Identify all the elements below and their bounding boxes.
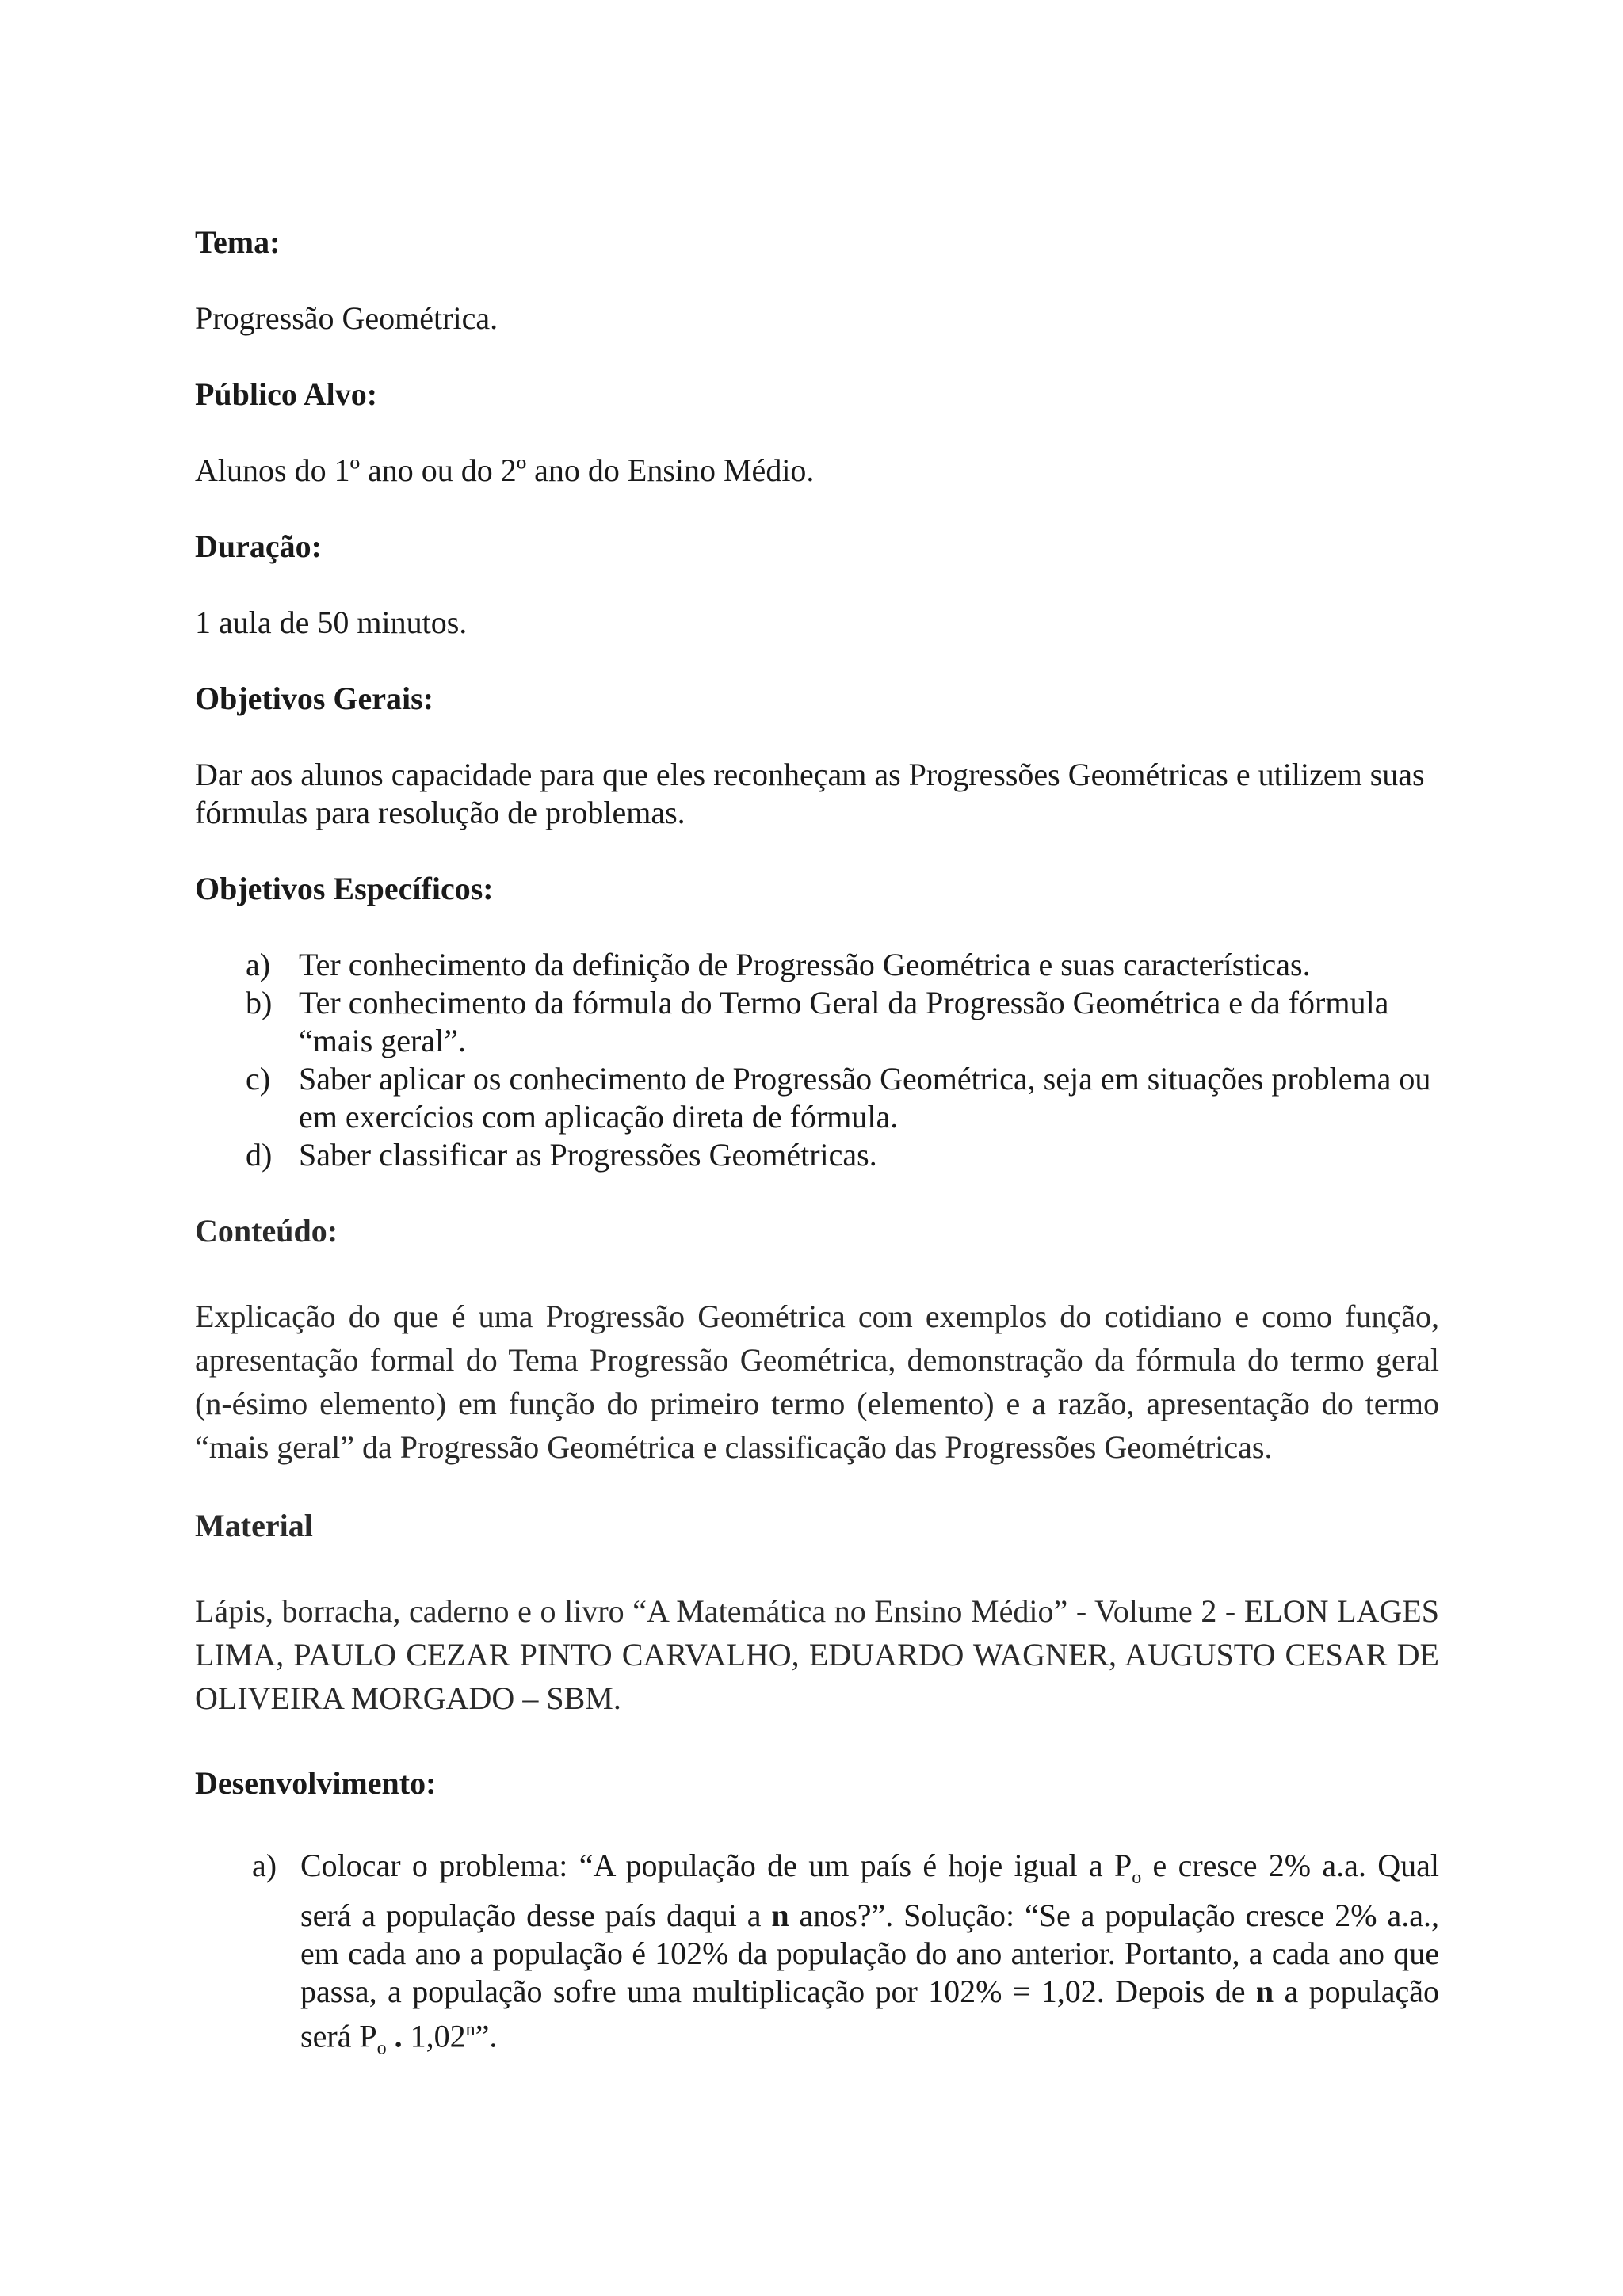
document-page — [195, 223, 1439, 2067]
heading-material: Material — [195, 1508, 313, 1543]
heading-duracao: Duração: — [195, 528, 322, 564]
heading-objetivos-especificos: Objetivos Específicos: — [195, 871, 494, 906]
heading-tema: Tema: — [195, 224, 281, 260]
bold-n: n — [771, 1897, 789, 1933]
list-item-text: Saber classificar as Progressões Geométricas. — [299, 1137, 877, 1173]
text-material: Lápis, borracha, caderno e o livro “A Matemática no Ensino Médio” - Volume 2 - ELON LAGES LIMA, PAULO CEZAR PINTO CARVALHO, EDUARDO WAGNER, AUGUSTO CESAR DE OLIVEIRA MORGADO – SBM. — [195, 1593, 1439, 1716]
list-item-text: Ter conhecimento da fórmula do Termo Geral da Progressão Geométrica e da fórmula “mais geral”. — [299, 985, 1389, 1058]
text-objetivos-gerais: Dar aos alunos capacidade para que eles reconheçam as Progressões Geométricas e utilizem suas fórmulas para resolução de problemas. — [195, 757, 1425, 830]
bold-n: n — [1255, 1974, 1274, 2009]
text-publico-alvo: Alunos do 1º ano ou do 2º ano do Ensino Médio. — [195, 452, 815, 488]
heading-desenvolvimento: Desenvolvimento: — [195, 1765, 437, 1801]
subscript-o: o — [376, 2038, 387, 2059]
dev-text-1: Colocar o problema: “A população de um país é hoje igual a P — [300, 1848, 1132, 1883]
list-item — [252, 1847, 1439, 2067]
superscript-n: n — [465, 2019, 475, 2040]
list-marker: a) — [246, 947, 271, 982]
list-marker: a) — [252, 1848, 277, 1883]
bold-dot: . — [386, 2018, 411, 2054]
list-marker: b) — [246, 985, 273, 1020]
text-tema: Progressão Geométrica. — [195, 300, 498, 336]
heading-publico-alvo: Público Alvo: — [195, 376, 378, 412]
list-item-text: Saber aplicar os conhecimento de Progressão Geométrica, seja em situações problema ou em exercícios com aplicação direta de fórmula. — [299, 1061, 1431, 1135]
dev-text-5: 1,02 — [410, 2018, 466, 2054]
list-item — [246, 1060, 1439, 1136]
list-item — [246, 1136, 1439, 1174]
dev-text-3: anos?”. Solução: “Se a população cresce 2% a.a., em cada ano a população é 102% da população do ano anterior. Portanto, a cada ano que passa, a população sofre uma multiplicação por 102% = 1,02. Depois de — [300, 1897, 1440, 2009]
list-item-text: Ter conhecimento da definição de Progressão Geométrica e suas características. — [299, 947, 1311, 982]
heading-conteudo: Conteúdo: — [195, 1213, 338, 1249]
text-conteudo: Explicação do que é uma Progressão Geométrica com exemplos do cotidiano e como função, apresentação formal do Tema Progressão Geométrica, demonstração da fórmula do termo geral (n-ésimo elemento) em função do primeiro termo (elemento) e a razão, apresentação do termo “mais geral” da Progressão Geométrica e classificação das Progressões Geométricas. — [195, 1299, 1439, 1465]
desenvolvimento-list — [195, 1847, 1439, 2067]
list-item — [246, 984, 1439, 1060]
dev-text-4: a população será P — [300, 1974, 1439, 2054]
heading-objetivos-gerais: Objetivos Gerais: — [195, 681, 434, 716]
dev-text-6: ”. — [475, 2018, 498, 2054]
text-duracao: 1 aula de 50 minutos. — [195, 605, 468, 640]
list-marker: c) — [246, 1061, 271, 1097]
list-item — [246, 946, 1439, 984]
subscript-o: o — [1132, 1867, 1142, 1888]
dev-text-2: e cresce 2% a.a. Qual será a população desse país daqui a — [300, 1848, 1440, 1933]
list-marker: d) — [246, 1137, 273, 1173]
objetivos-especificos-list — [195, 946, 1439, 1174]
